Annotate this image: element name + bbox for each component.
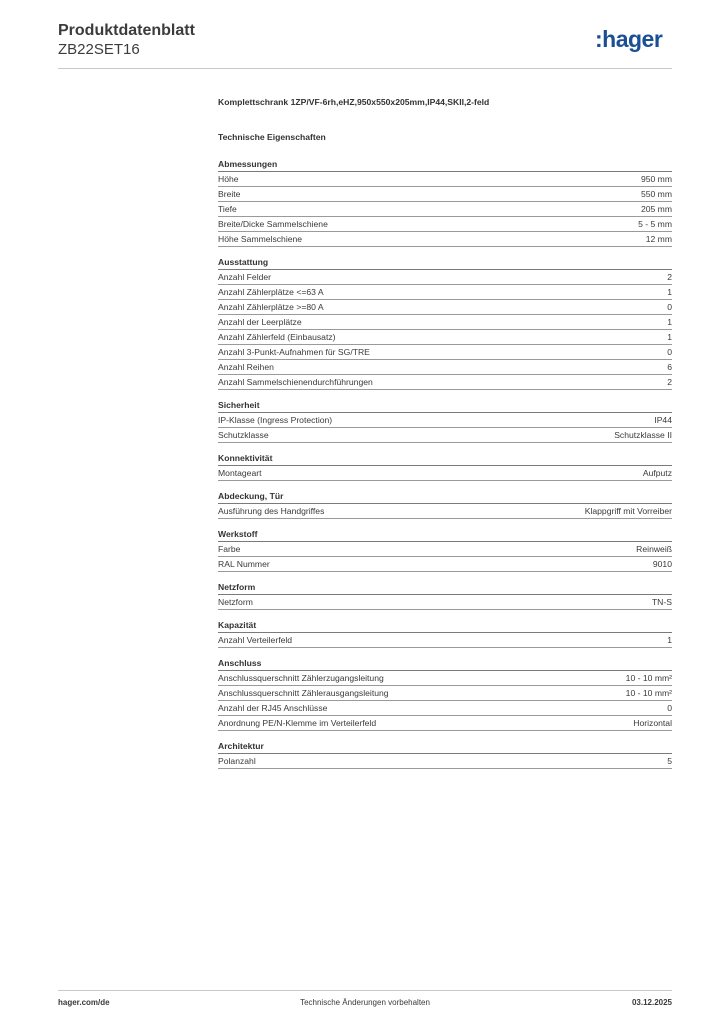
property-label: Anschlussquerschnitt Zählerausgangsleitung xyxy=(218,688,389,698)
property-row xyxy=(218,217,672,232)
property-row xyxy=(218,701,672,716)
property-value: 1 xyxy=(667,287,672,297)
section-title: Sicherheit xyxy=(218,399,672,413)
property-value: 550 mm xyxy=(640,189,672,199)
property-label: Anzahl Sammelschienendurchführungen xyxy=(218,377,373,387)
property-label: Montageart xyxy=(218,468,262,478)
hager-logo: :hager xyxy=(595,26,663,52)
property-row xyxy=(218,202,672,217)
property-label: IP-Klasse (Ingress Protection) xyxy=(218,415,333,425)
property-label: Anzahl 3-Punkt-Aufnahmen für SG/TRE xyxy=(218,347,370,357)
property-label: Anordnung PE/N-Klemme im Verteilerfeld xyxy=(218,718,377,728)
property-row xyxy=(218,232,672,247)
property-value: 5 - 5 mm xyxy=(638,219,672,229)
property-value: Klappgriff mit Vorreiber xyxy=(584,506,672,516)
property-row xyxy=(218,345,672,360)
property-label: Anzahl Felder xyxy=(218,272,272,282)
section-title: Abmessungen xyxy=(218,158,672,172)
property-value: 0 xyxy=(667,703,672,713)
property-row xyxy=(218,375,672,390)
section-title: Konnektivität xyxy=(218,452,672,466)
property-label: Anzahl Zählerplätze <=63 A xyxy=(218,287,324,297)
section-title: Kapazität xyxy=(218,619,672,633)
section-title: Netzform xyxy=(218,581,672,595)
property-value: 1 xyxy=(667,332,672,342)
property-section xyxy=(218,581,672,610)
property-section xyxy=(218,490,672,519)
property-row xyxy=(218,172,672,187)
property-row xyxy=(218,504,672,519)
property-label: Schutzklasse xyxy=(218,430,269,440)
property-row xyxy=(218,557,672,572)
property-row xyxy=(218,633,672,648)
property-row xyxy=(218,360,672,375)
property-value: TN-S xyxy=(651,597,672,607)
property-value: 12 mm xyxy=(645,234,672,244)
property-value: 2 xyxy=(667,377,672,387)
document-header xyxy=(58,22,195,59)
footer-divider xyxy=(58,990,672,991)
property-label: Höhe Sammelschiene xyxy=(218,234,303,244)
property-label: Anzahl Zählerplätze >=80 A xyxy=(218,302,324,312)
property-section xyxy=(218,399,672,443)
property-value: 0 xyxy=(667,347,672,357)
property-section xyxy=(218,158,672,247)
property-label: Anzahl Reihen xyxy=(218,362,274,372)
property-label: Höhe xyxy=(218,174,239,184)
property-section xyxy=(218,452,672,481)
footer-date: 03.12.2025 xyxy=(631,998,672,1007)
property-value: 9010 xyxy=(652,559,672,569)
footer-website-link[interactable]: hager.com/de xyxy=(58,998,110,1007)
property-row xyxy=(218,686,672,701)
property-value: 950 mm xyxy=(640,174,672,184)
document-footer xyxy=(58,997,672,1009)
property-label: Tiefe xyxy=(218,204,237,214)
property-row xyxy=(218,187,672,202)
property-label: Breite xyxy=(218,189,241,199)
section-title: Anschluss xyxy=(218,657,672,671)
datasheet-content xyxy=(218,96,672,778)
property-value: Reinweiß xyxy=(636,544,672,554)
property-value: 5 xyxy=(667,756,672,766)
property-section xyxy=(218,619,672,648)
property-row xyxy=(218,466,672,481)
property-section xyxy=(218,528,672,572)
property-row xyxy=(218,428,672,443)
document-subtitle: ZB22SET16 xyxy=(58,41,140,58)
property-value: 2 xyxy=(667,272,672,282)
property-section xyxy=(218,740,672,769)
property-label: Anzahl Verteilerfeld xyxy=(218,635,293,645)
property-value: 0 xyxy=(667,302,672,312)
header-divider xyxy=(58,68,672,69)
property-label: Netzform xyxy=(218,597,253,607)
property-row xyxy=(218,413,672,428)
property-sections xyxy=(218,158,672,769)
property-row xyxy=(218,754,672,769)
property-value: 10 - 10 mm² xyxy=(625,688,672,698)
property-label: Anschlussquerschnitt Zählerzugangsleitung xyxy=(218,673,384,683)
property-value: 1 xyxy=(667,317,672,327)
property-label: Anzahl Zählerfeld (Einbausatz) xyxy=(218,332,336,342)
property-label: Anzahl der RJ45 Anschlüsse xyxy=(218,703,328,713)
property-section xyxy=(218,657,672,731)
product-name: Komplettschrank 1ZP/VF-6rh,eHZ,950x550x205mm,IP44,SKII,2-feld xyxy=(218,97,490,107)
property-label: RAL Nummer xyxy=(218,559,270,569)
property-value: IP44 xyxy=(654,415,672,425)
section-title: Ausstattung xyxy=(218,256,672,270)
section-title: Abdeckung, Tür xyxy=(218,490,672,504)
property-value: 205 mm xyxy=(640,204,672,214)
property-row xyxy=(218,270,672,285)
property-value: Schutzklasse II xyxy=(614,430,672,440)
property-label: Polanzahl xyxy=(218,756,256,766)
property-value: 10 - 10 mm² xyxy=(625,673,672,683)
property-row xyxy=(218,542,672,557)
tech-heading: Technische Eigenschaften xyxy=(218,132,326,142)
property-row xyxy=(218,671,672,686)
footer-disclaimer: Technische Änderungen vorbehalten xyxy=(300,998,430,1007)
section-title: Architektur xyxy=(218,740,672,754)
property-row xyxy=(218,285,672,300)
property-row xyxy=(218,595,672,610)
property-label: Ausführung des Handgriffes xyxy=(218,506,325,516)
property-row xyxy=(218,716,672,731)
property-label: Anzahl der Leerplätze xyxy=(218,317,302,327)
property-value: Aufputz xyxy=(642,468,672,478)
property-label: Breite/Dicke Sammelschiene xyxy=(218,219,328,229)
property-row xyxy=(218,300,672,315)
property-row xyxy=(218,315,672,330)
property-value: 6 xyxy=(667,362,672,372)
section-title: Werkstoff xyxy=(218,528,672,542)
property-value: Horizontal xyxy=(633,718,672,728)
property-row xyxy=(218,330,672,345)
property-label: Farbe xyxy=(218,544,241,554)
property-section xyxy=(218,256,672,390)
property-value: 1 xyxy=(667,635,672,645)
document-title: Produktdatenblatt xyxy=(58,22,195,39)
